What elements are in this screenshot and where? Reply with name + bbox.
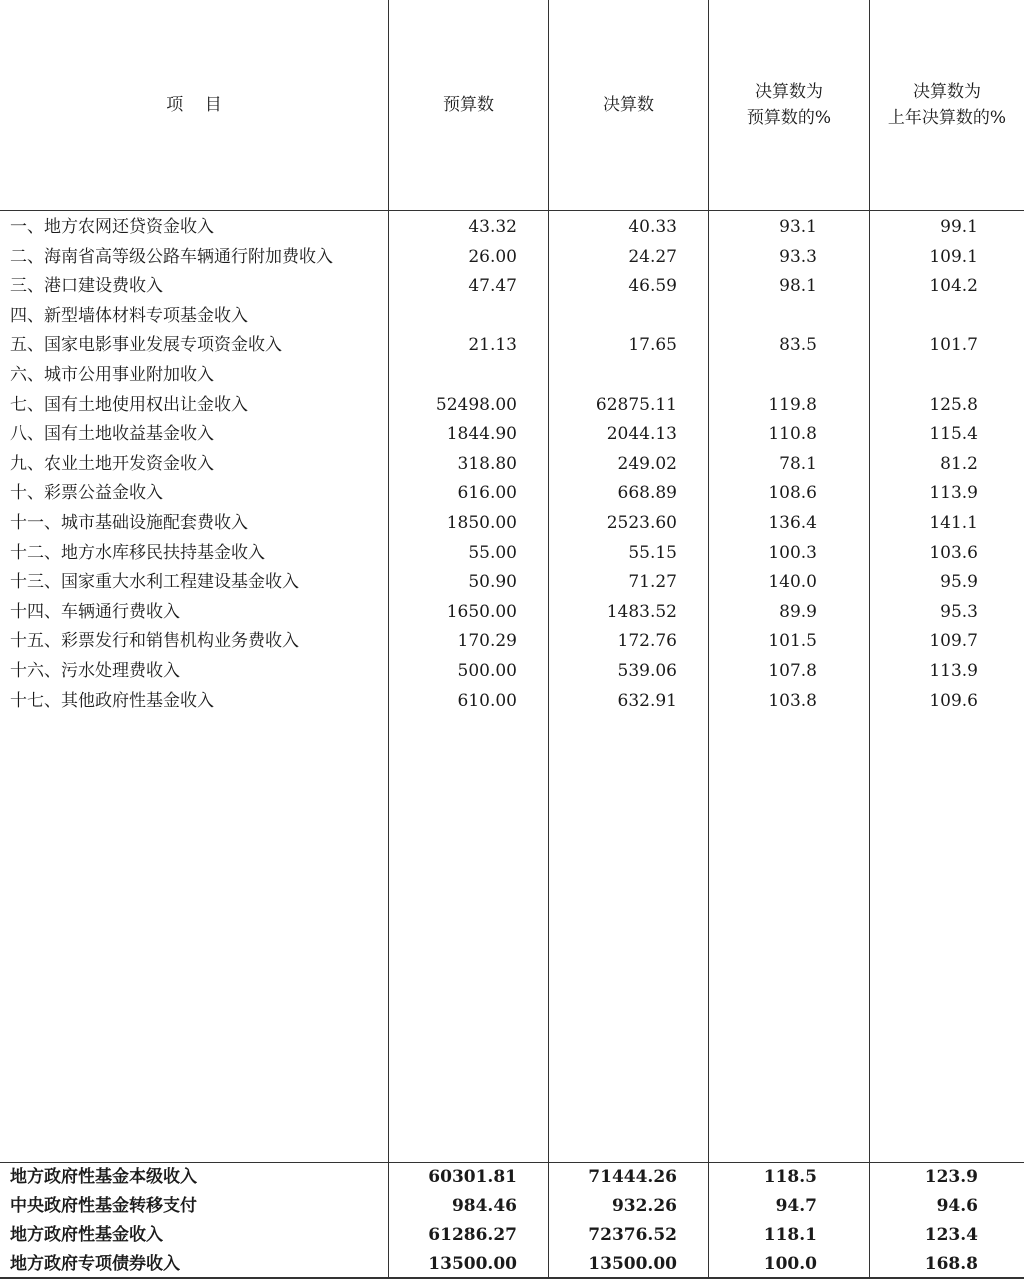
cell-pct-budget: 136.4: [768, 513, 817, 533]
cell-name: 地方政府专项债券收入: [10, 1254, 180, 1274]
table-row: [0, 243, 1024, 272]
cell-final: 40.33: [628, 217, 677, 237]
cell-final: 172.76: [617, 631, 677, 652]
summary-row: [0, 1192, 1024, 1221]
cell-name: 三、港口建设费收入: [10, 276, 163, 297]
cell-pct-prev: 99.1: [940, 217, 978, 237]
cell-pct-prev: 109.1: [929, 246, 978, 267]
cell-name: 十二、地方水库移民扶持基金收入: [10, 542, 265, 563]
table-row: [0, 331, 1024, 360]
cell-final: 71.27: [628, 572, 677, 593]
table-row: [0, 213, 1024, 242]
cell-final: 62875.11: [595, 394, 677, 415]
cell-name: 四、新型墙体材料专项基金收入: [10, 305, 248, 326]
cell-pct-prev: 81.2: [940, 453, 978, 474]
cell-final: 249.02: [617, 453, 677, 474]
table-row: [0, 509, 1024, 538]
cell-pct-prev: 94.6: [936, 1196, 978, 1216]
cell-pct-budget: 83.5: [779, 335, 817, 356]
cell-final: 71444.26: [588, 1167, 677, 1187]
header-item: [0, 0, 388, 210]
cell-pct-budget: 89.9: [779, 601, 817, 622]
table-row: [0, 568, 1024, 597]
cell-name: 一、地方农网还贷资金收入: [10, 217, 214, 237]
cell-budget: 318.80: [457, 453, 517, 474]
cell-name: 地方政府性基金本级收入: [10, 1167, 197, 1187]
cell-pct-budget: 100.3: [768, 542, 817, 563]
table-row: [0, 302, 1024, 331]
cell-budget: 170.29: [457, 631, 517, 652]
cell-budget: 610.00: [457, 690, 517, 711]
cell-final: 632.91: [617, 690, 677, 711]
cell-pct-prev: 115.4: [929, 424, 978, 445]
table-row: [0, 627, 1024, 656]
cell-pct-prev: 141.1: [929, 513, 978, 533]
cell-name: 地方政府性基金收入: [10, 1225, 163, 1245]
cell-budget: 47.47: [468, 276, 517, 297]
summary-row: [0, 1221, 1024, 1250]
table-row: [0, 391, 1024, 420]
table-row: [0, 420, 1024, 449]
cell-pct-budget: 78.1: [779, 453, 817, 474]
cell-pct-budget: 100.0: [763, 1254, 817, 1274]
cell-pct-prev: 109.7: [929, 631, 978, 652]
cell-name: 六、城市公用事业附加收入: [10, 365, 214, 385]
cell-pct-budget: 93.1: [779, 217, 817, 237]
cell-final: 72376.52: [588, 1225, 677, 1245]
cell-budget: 52498.00: [435, 394, 517, 415]
cell-pct-budget: 140.0: [768, 572, 817, 593]
cell-final: 17.65: [628, 335, 677, 356]
cell-name: 八、国有土地收益基金收入: [10, 424, 214, 445]
header-budget-label: 预算数: [443, 95, 494, 115]
cell-budget: 55.00: [468, 542, 517, 563]
cell-final: [549, 302, 677, 331]
cell-budget: 26.00: [468, 246, 517, 267]
table-row: [0, 361, 1024, 390]
cell-budget: 1844.90: [446, 424, 517, 445]
cell-pct-budget: 119.8: [768, 394, 817, 415]
cell-pct-budget: 108.6: [768, 483, 817, 504]
table-row: [0, 479, 1024, 508]
cell-final: [549, 361, 677, 390]
header-final-label: 决算数: [603, 95, 654, 115]
cell-pct-prev: 125.8: [929, 394, 978, 415]
cell-pct-budget: 98.1: [779, 276, 817, 297]
cell-name: 十三、国家重大水利工程建设基金收入: [10, 572, 299, 593]
cell-name: 五、国家电影事业发展专项资金收入: [10, 335, 282, 356]
cell-pct-budget: 103.8: [768, 690, 817, 711]
cell-name: 十六、污水处理费收入: [10, 661, 180, 681]
header-pct-budget-line2: 预算数的%: [746, 108, 832, 128]
cell-pct-budget: [709, 361, 817, 390]
header-pct-budget-line1: 决算数为: [755, 82, 823, 102]
cell-pct-prev: 113.9: [929, 661, 978, 681]
cell-name: 二、海南省高等级公路车辆通行附加费收入: [10, 246, 333, 267]
cell-budget: [389, 302, 517, 331]
cell-final: 24.27: [628, 246, 677, 267]
header-pct-budget: [709, 0, 869, 210]
cell-budget: 61286.27: [428, 1225, 517, 1245]
cell-final: 932.26: [611, 1196, 677, 1216]
cell-pct-prev: 168.8: [924, 1254, 978, 1274]
cell-final: 668.89: [617, 483, 677, 504]
cell-pct-prev: [870, 302, 978, 331]
cell-pct-budget: [709, 302, 817, 331]
cell-pct-prev: 123.4: [924, 1225, 978, 1245]
cell-budget: 500.00: [457, 661, 517, 681]
cell-final: 1483.52: [606, 601, 677, 622]
cell-pct-budget: 107.8: [768, 661, 817, 681]
cell-pct-budget: 101.5: [768, 631, 817, 652]
cell-budget: 43.32: [468, 217, 517, 237]
cell-pct-prev: [870, 361, 978, 390]
cell-budget: 50.90: [468, 572, 517, 593]
cell-pct-prev: 113.9: [929, 483, 978, 504]
cell-pct-budget: 118.1: [763, 1225, 817, 1245]
cell-budget: 1650.00: [446, 601, 517, 622]
cell-pct-prev: 123.9: [924, 1167, 978, 1187]
cell-final: 2523.60: [606, 513, 677, 533]
cell-budget: 60301.81: [428, 1167, 517, 1187]
cell-budget: 21.13: [468, 335, 517, 356]
cell-pct-budget: 118.5: [763, 1167, 817, 1187]
summary-row: [0, 1163, 1024, 1192]
table-row: [0, 657, 1024, 686]
cell-final: 55.15: [628, 542, 677, 563]
cell-name: 十、彩票公益金收入: [10, 483, 163, 504]
table-row: [0, 450, 1024, 479]
cell-name: 十一、城市基础设施配套费收入: [10, 513, 248, 533]
cell-pct-prev: 103.6: [929, 542, 978, 563]
table-row: [0, 272, 1024, 301]
cell-final: 539.06: [617, 661, 677, 681]
header-pct-prev-line2: 上年决算数的%: [887, 108, 1007, 128]
cell-budget: 984.46: [451, 1196, 517, 1216]
cell-pct-prev: 95.3: [940, 601, 978, 622]
cell-final: 46.59: [628, 276, 677, 297]
table-row: [0, 687, 1024, 716]
summary-row: [0, 1250, 1024, 1279]
cell-name: 九、农业土地开发资金收入: [10, 453, 214, 474]
cell-pct-prev: 95.9: [940, 572, 978, 593]
cell-pct-budget: 93.3: [779, 246, 817, 267]
cell-name: 中央政府性基金转移支付: [10, 1196, 197, 1216]
header-budget: [389, 0, 548, 210]
table-row: [0, 539, 1024, 568]
cell-pct-prev: 109.6: [929, 690, 978, 711]
cell-name: 七、国有土地使用权出让金收入: [10, 394, 248, 415]
cell-budget: 1850.00: [446, 513, 517, 533]
cell-pct-prev: 104.2: [929, 276, 978, 297]
header-pct-prev-line1: 决算数为: [913, 82, 981, 102]
header-divider: [0, 210, 1024, 211]
header-final: [549, 0, 708, 210]
cell-final: 2044.13: [606, 424, 677, 445]
cell-name: 十七、其他政府性基金收入: [10, 690, 214, 711]
cell-name: 十四、车辆通行费收入: [10, 601, 180, 622]
cell-budget: 13500.00: [428, 1254, 517, 1274]
cell-budget: [389, 361, 517, 390]
cell-budget: 616.00: [457, 483, 517, 504]
cell-name: 十五、彩票发行和销售机构业务费收入: [10, 631, 299, 652]
cell-pct-prev: 101.7: [929, 335, 978, 356]
cell-final: 13500.00: [588, 1254, 677, 1274]
header-item-label: 项 目: [166, 95, 222, 115]
header-pct-prev: [870, 0, 1024, 210]
cell-pct-budget: 110.8: [768, 424, 817, 445]
cell-pct-budget: 94.7: [775, 1196, 817, 1216]
table-row: [0, 598, 1024, 627]
